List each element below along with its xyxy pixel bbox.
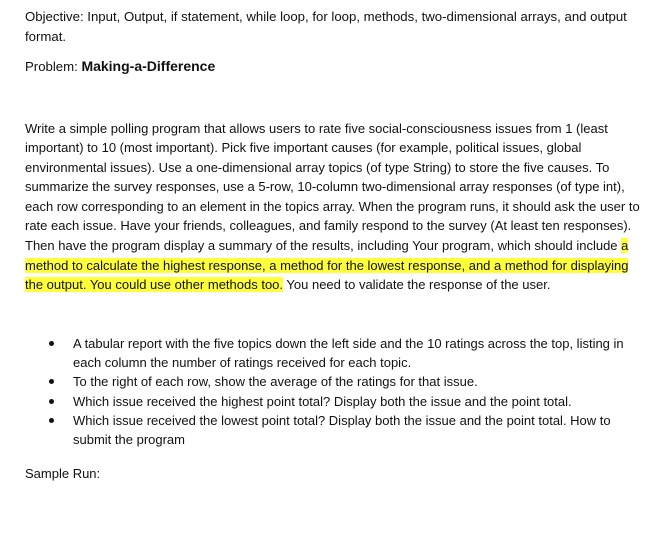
problem-description <box>25 119 641 295</box>
bullet-icon <box>49 399 54 404</box>
sample-run-label: Sample Run: <box>25 465 101 481</box>
list-item-text: Which issue received the lowest point total? Display both the issue and the point total. How to submit the program <box>73 413 611 448</box>
highlighted-requirement: a method to calculate the highest response, a method for the lowest response, and a method for displaying the output. You could use other methods too. <box>25 238 629 293</box>
list-item <box>25 334 641 373</box>
list-item-text: A tabular report with the five topics down the left side and the 10 ratings across the top, listing in each column the number of ratings received for each topic. <box>73 335 624 371</box>
list-item <box>25 372 641 391</box>
problem-label: Problem: <box>25 59 82 74</box>
list-item-text: To the right of each row, show the average of the ratings for that issue. <box>73 374 478 390</box>
problem-title: Making-a-Difference <box>81 58 216 74</box>
requirements-list <box>25 334 641 450</box>
list-item-text: Which issue received the highest point total? Display both the issue and the point total. <box>73 393 572 409</box>
description-intro: Write a simple polling program that allows users to rate five social-consciousness issues from 1 (least important) to 10 (most important). Pick five important causes (for example, political issues, global environmental issues). Use a one-dimensional array topics (of type String) to store the five causes. To summarize the survey responses, use a 5-row, 10-column two-dimensional array responses (of type int), each row corresponding to an element in the topics array. When the program runs, it should ask the user to rate each issue. Have your friends, colleagues, and family respond to the survey (At least ten responses). Then have the program display a summary of the results, including Your program, which should include <box>25 120 640 254</box>
objective-text: Objective: Input, Output, if statement, while loop, for loop, methods, two-dimensional arrays, and output format. <box>25 9 627 44</box>
list-item <box>25 411 641 450</box>
problem-heading <box>25 57 641 77</box>
bullet-icon <box>49 379 54 384</box>
description-outro: You need to validate the response of the user. <box>283 277 551 293</box>
bullet-icon <box>49 341 54 346</box>
list-item <box>25 392 641 411</box>
bullet-icon <box>49 418 54 423</box>
